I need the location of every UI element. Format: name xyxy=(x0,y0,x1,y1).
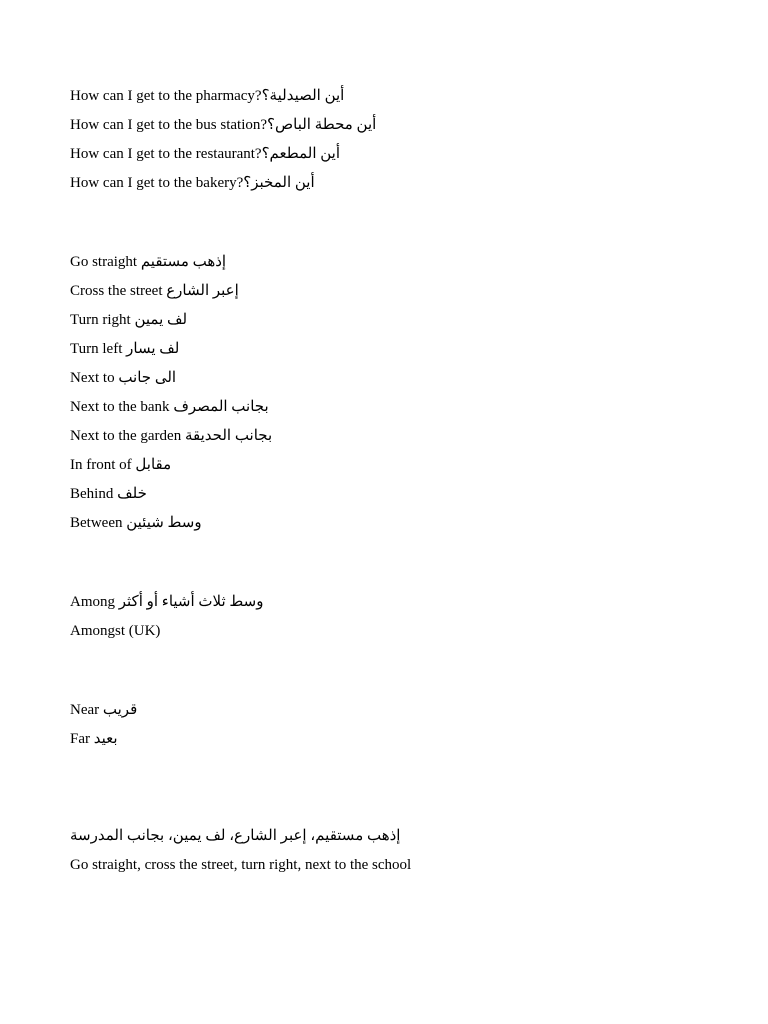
question-restaurant: How can I get to the restaurant?‎⁧أين المطعم؟⁩ xyxy=(70,146,340,162)
phrase-amongst-uk: Amongst (UK) xyxy=(70,623,161,639)
phrase-next-to: Next to ⁧الى جانب⁩ xyxy=(70,370,177,386)
phrase-among: Among ⁧وسط ثلاث أشياء أو أكثر⁩ xyxy=(70,594,264,610)
question-bus-station: How can I get to the bus station?‎⁧أين محطة الباص؟⁩ xyxy=(70,117,377,133)
phrase-cross-the-street: Cross the street ⁧إعبر الشارع⁩ xyxy=(70,283,239,299)
phrase-next-to-the-garden: Next to the garden ⁧بجانب الحديقة⁩ xyxy=(70,428,273,444)
phrase-turn-right: Turn right ⁧لف يمين⁩ xyxy=(70,312,188,328)
phrase-between: Between ⁧وسط شيئين⁩ xyxy=(70,515,202,531)
phrase-far: Far ⁧بعيد⁩ xyxy=(70,731,118,747)
phrase-go-straight: Go straight ⁧إذهب مستقيم⁩ xyxy=(70,254,227,270)
phrase-next-to-the-bank: Next to the bank ⁧بجانب المصرف⁩ xyxy=(70,399,269,415)
example-directions-english: Go straight, cross the street, turn right, next to the school xyxy=(70,857,412,873)
phrase-in-front-of: In front of ⁧مقابل⁩ xyxy=(70,457,172,473)
question-pharmacy: How can I get to the pharmacy?‎⁧أين الصيدلية؟⁩ xyxy=(70,88,345,104)
phrase-near: Near ⁧قريب⁩ xyxy=(70,702,138,718)
phrase-turn-left: Turn left ⁧لف يسار⁩ xyxy=(70,341,180,357)
question-bakery: How can I get to the bakery?‎⁧أين المخبز؟⁩ xyxy=(70,175,315,191)
phrase-behind: Behind ⁧خلف⁩ xyxy=(70,486,147,502)
example-directions-arabic: ⁧إذهب مستقيم، إعبر الشارع، لف يمين، بجانب المدرسة⁩ xyxy=(70,828,401,844)
